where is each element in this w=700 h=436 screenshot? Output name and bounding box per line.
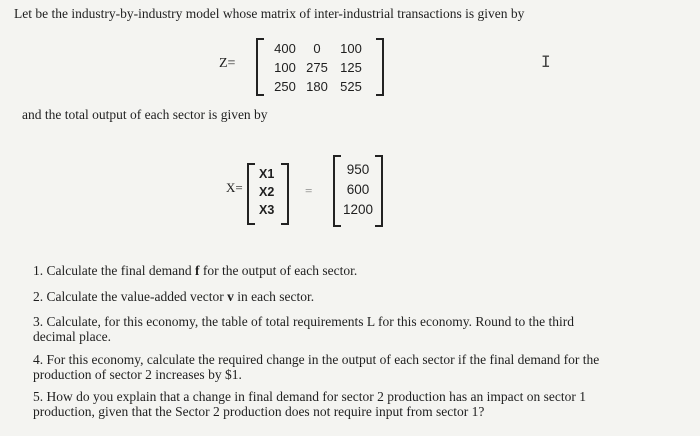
vector-entry: X1 [259,167,275,181]
question-text: Calculate the final demand [46,263,195,278]
matrix-cell: 100 [340,41,362,56]
vector-entry: 950 [346,162,370,177]
question-text: How do you explain that a change in final demand for sector 2 production has an impact on sector 1 [46,389,586,404]
matrix-cell: 400 [274,41,296,56]
matrix-cell: 250 [274,79,296,94]
left-bracket [256,38,264,96]
problem-intro: Let be the industry-by-industry model whose matrix of inter-industrial transactions is given by [14,6,525,21]
vector-entry: 600 [346,182,370,197]
question-text: in each sector. [233,289,315,304]
z-label: Z= [219,56,236,71]
question-text: decimal place. [33,329,111,344]
matrix-cell: 125 [340,60,362,75]
vector-entry: X2 [259,185,275,199]
matrix-z [256,38,384,96]
question-text: for the output of each sector. [199,263,358,278]
question-text: For this economy, calculate the required change in the output of each sector if the final demand for the [46,352,600,367]
question-text: production of sector 2 increases by $1. [33,367,242,382]
question-symbol: v [227,289,234,304]
x-label: X= [226,180,243,195]
vector-x-values [333,155,383,227]
vector-entry: 1200 [342,202,374,217]
question-5 [33,389,586,419]
vector-x-column [259,167,274,218]
right-bracket [375,155,383,227]
question-number: 5. [33,389,44,404]
question-text: Calculate the value-added vector [46,289,228,304]
right-bracket [376,38,384,96]
matrix-cell: 275 [306,60,328,75]
question-2 [33,289,314,304]
question-number: 2. [33,289,44,304]
matrix-z-grid [270,41,368,95]
output-intro: and the total output of each sector is given by [22,107,268,122]
matrix-cell: 525 [340,79,362,94]
matrix-cell: 100 [274,60,296,75]
vector-x-unknowns [247,163,289,225]
text-cursor-icon: I [541,52,551,71]
matrix-cell: 180 [306,79,328,94]
equals-sign: = [305,183,313,198]
question-number: 3. [33,314,44,329]
question-1 [33,263,357,278]
question-number: 4. [33,352,44,367]
question-4 [33,352,599,382]
right-bracket [281,163,289,225]
question-text: Calculate, for this economy, the table of total requirements L for this economy. Round to the third [46,314,574,329]
left-bracket [247,163,255,225]
question-number: 1. [33,263,44,278]
vector-entry: X3 [259,203,275,217]
question-symbol: f [194,263,200,278]
vector-values-column [337,161,379,218]
question-text: production, given that the Sector 2 production does not require input from sector 1? [33,404,485,419]
question-3 [33,314,574,344]
matrix-cell: 0 [313,41,321,56]
